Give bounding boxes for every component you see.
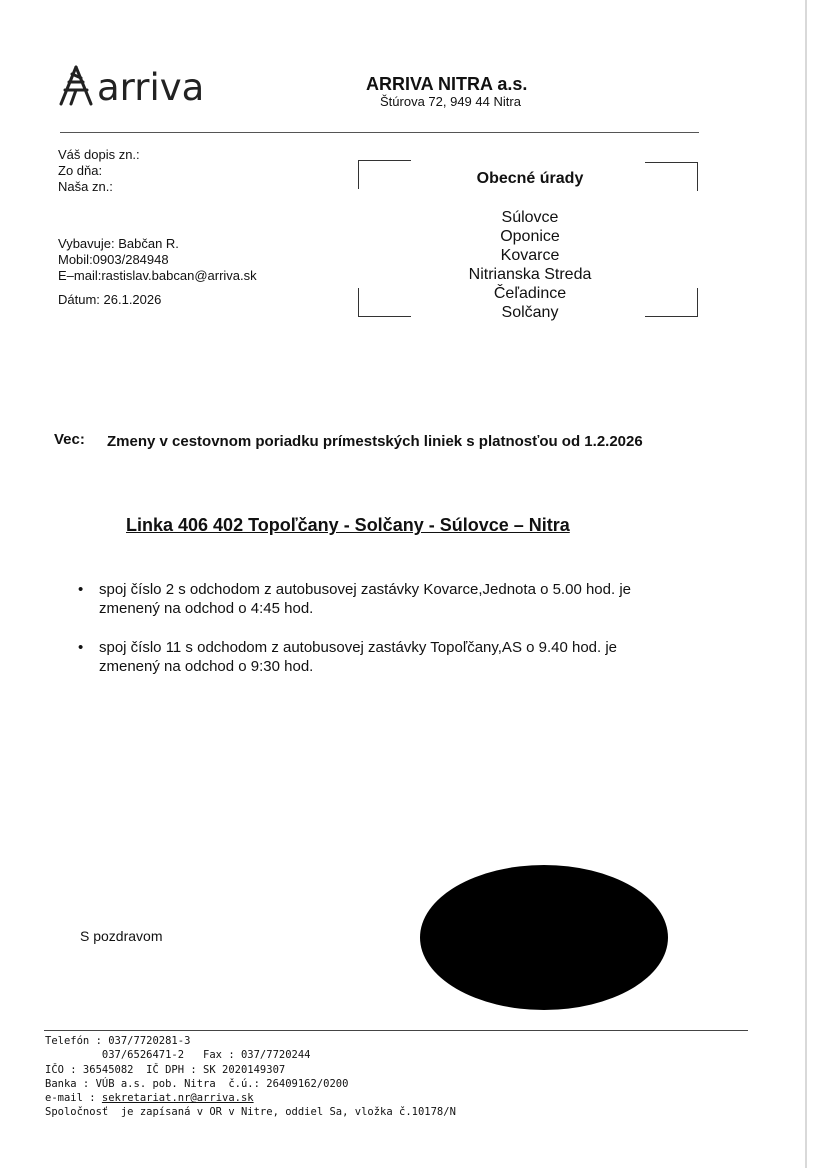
subject-label: Vec: <box>54 431 85 448</box>
recipient-place: Oponice <box>500 228 560 245</box>
bus-line-heading: Linka 406 402 Topoľčany - Solčany - Súlovce – Nitra <box>126 515 570 535</box>
header-divider <box>60 132 699 133</box>
footer-ico: IČO : 36545082 IČ DPH : SK 2020149307 <box>45 1063 286 1076</box>
reference-from-date: Zo dňa: <box>58 163 103 178</box>
address-frame-corner <box>645 288 698 317</box>
footer-phone: Telefón : 037/7720281-3 <box>45 1035 191 1047</box>
address-frame-corner <box>358 160 411 189</box>
recipient-list <box>415 208 645 322</box>
change-text-line: spoj číslo 11 s odchodom z autobusovej zastávky Topoľčany,AS o 9.40 hod. je <box>99 639 618 656</box>
logo-wordmark: arriva <box>97 66 205 109</box>
redacted-signature <box>420 865 668 1010</box>
footer <box>45 1034 456 1120</box>
recipient-place: Čeľadince <box>493 285 567 302</box>
contact-handler: Vybavuje: Babčan R. <box>58 236 179 251</box>
recipient-place: Súlovce <box>501 209 559 226</box>
recipient-place: Kovarce <box>500 247 560 264</box>
letter-date: Dátum: 26.1.2026 <box>58 292 162 307</box>
subject-text: Zmeny v cestovnom poriadku prímestských liniek s platnosťou od 1.2.2026 <box>107 433 643 450</box>
contact-mobile: Mobil:0903/284948 <box>58 252 169 267</box>
closing-greeting: S pozdravom <box>80 928 163 944</box>
footer-divider <box>44 1030 748 1031</box>
address-frame-corner <box>358 288 411 317</box>
footer-email-link[interactable]: sekretariat.nr@arriva.sk <box>101 1092 254 1105</box>
page-edge-shadow <box>805 0 807 1168</box>
address-frame-corner <box>645 162 698 191</box>
reference-your-letter: Váš dopis zn.: <box>58 147 140 162</box>
change-text-line: spoj číslo 2 s odchodom z autobusovej zastávky Kovarce,Jednota o 5.00 hod. je <box>99 581 631 598</box>
footer-email-row <box>45 1091 456 1105</box>
change-text-line: zmenený na odchod o 4:45 hod. <box>99 600 314 617</box>
footer-bank: Banka : VÚB a.s. pob. Nitra č.ú.: 26409162/0200 <box>45 1077 349 1090</box>
footer-phone-fax: 037/6526471-2 Fax : 037/7720244 <box>45 1049 311 1062</box>
company-name: ARRIVA NITRA a.s. <box>366 74 528 94</box>
arriva-logo-icon <box>55 64 97 108</box>
reference-our-ref: Naša zn.: <box>58 179 113 194</box>
footer-email-label: e-mail : <box>45 1092 102 1105</box>
bullet-icon: • <box>78 639 84 656</box>
schedule-changes-list <box>78 580 708 696</box>
footer-registry: Spoločnosť je zapísaná v OR v Nitre, oddiel Sa, vložka č.10178/N <box>45 1106 456 1119</box>
bullet-icon: • <box>78 581 84 598</box>
schedule-change-item <box>78 580 708 618</box>
change-text-line: zmenený na odchod o 9:30 hod. <box>99 658 314 675</box>
recipient-place: Solčany <box>501 304 559 321</box>
company-address: Štúrova 72, 949 44 Nitra <box>380 94 521 109</box>
contact-email: E–mail:rastislav.babcan@arriva.sk <box>58 268 257 283</box>
schedule-change-item <box>78 638 708 676</box>
recipient-title: Obecné úrady <box>476 170 584 187</box>
recipient-place: Nitrianska Streda <box>468 266 592 283</box>
